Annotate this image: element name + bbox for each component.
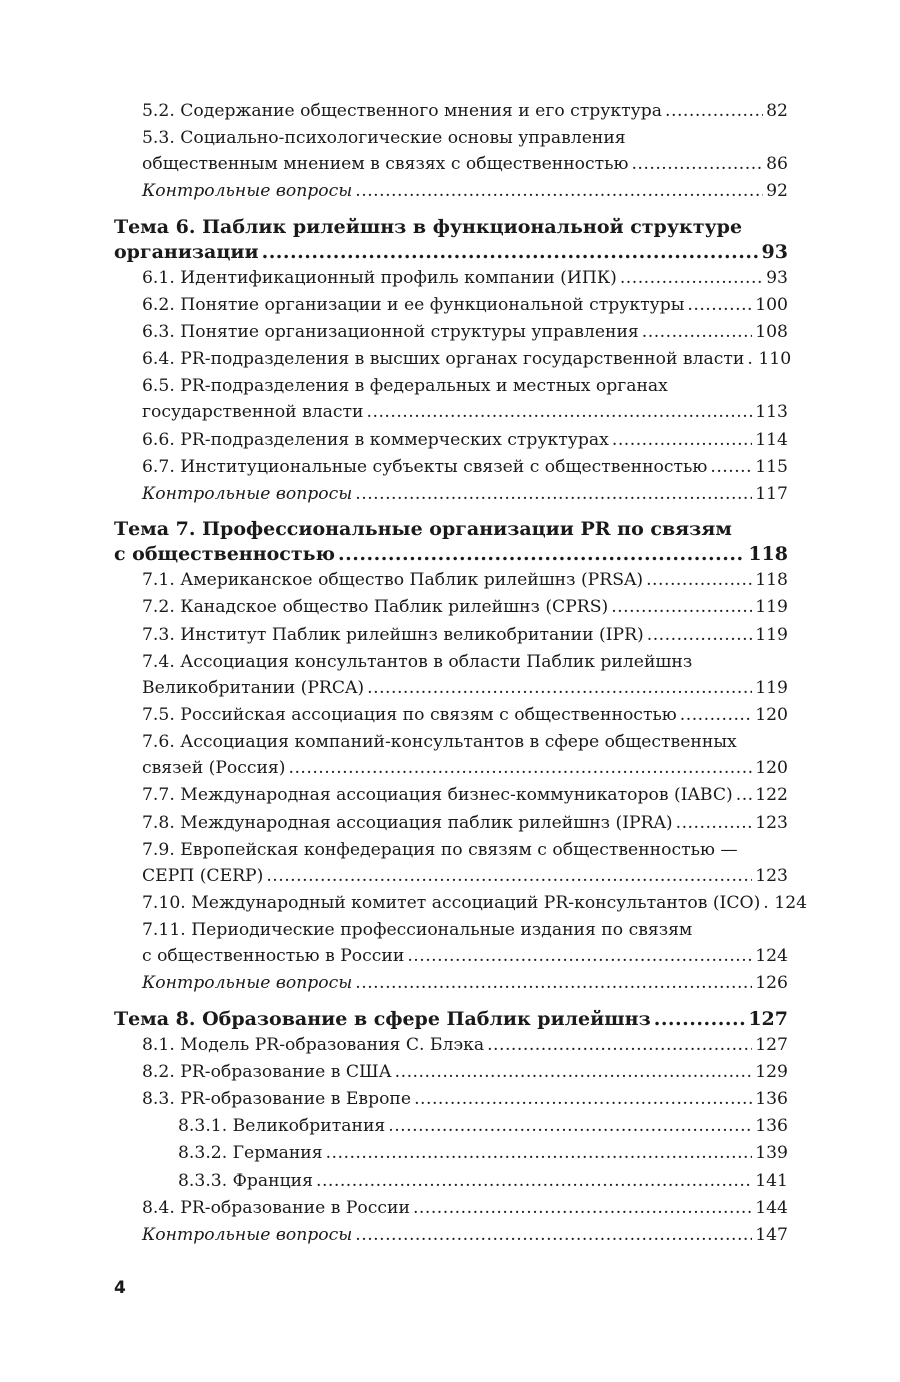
- toc-entry: [114, 292, 788, 319]
- toc-chapter-heading: [114, 215, 788, 265]
- dot-leader: [288, 755, 752, 782]
- toc-chapter-heading: [114, 1007, 788, 1032]
- toc-page-number: 141: [755, 1170, 788, 1191]
- dot-leader: [367, 399, 753, 426]
- toc-page-number: 118: [755, 570, 788, 591]
- dot-leader: [316, 1168, 752, 1195]
- toc-entry-title-line: 7.11. Периодические профессиональные издания по связям: [142, 920, 693, 941]
- dot-leader: [611, 594, 752, 621]
- dot-leader: [367, 675, 752, 702]
- toc-page-number: 129: [755, 1061, 788, 1082]
- dot-leader: [647, 622, 752, 649]
- toc-entry: [114, 782, 788, 809]
- toc-entry-title: 7.8. Международная ассоциация паблик рилейшнз (IPRA): [142, 812, 673, 833]
- toc-entry: [114, 265, 788, 292]
- toc-entry: [114, 622, 788, 649]
- toc-page-number: 93: [766, 267, 788, 288]
- dot-leader: [710, 454, 752, 481]
- table-of-contents: [114, 98, 808, 1249]
- toc-entry-title: Контрольные вопросы: [142, 1225, 353, 1246]
- toc-page-number: 119: [755, 677, 788, 698]
- toc-entry-title: 8.1. Модель PR-образования С. Блэка: [142, 1034, 485, 1055]
- toc-chapter-heading: [114, 517, 788, 567]
- toc-entry: [114, 890, 808, 917]
- toc-entry-title: 8.2. PR-образование в США: [142, 1061, 392, 1082]
- toc-entry: [114, 98, 788, 125]
- dot-leader: [487, 1032, 752, 1059]
- toc-entry-title: СЕРП (CERP): [142, 865, 264, 886]
- toc-entry-title: с общественностью: [114, 543, 336, 566]
- toc-entry-title: 7.1. Американское общество Паблик рилейшнз (PRSA): [142, 570, 644, 591]
- dot-leader: [355, 1222, 752, 1249]
- dot-leader: [680, 702, 752, 729]
- toc-entry: [114, 1140, 788, 1167]
- toc-entry-title: 7.2. Канадское общество Паблик рилейшнз (CPRS): [142, 597, 609, 618]
- toc-page-number: 123: [755, 812, 788, 833]
- toc-page-number: 120: [755, 758, 788, 779]
- toc-entry-title: 6.7. Институциональные субъекты связей с общественностью: [142, 456, 708, 477]
- toc-entry-title-line: 7.4. Ассоциация консультантов в области Паблик рилейшнз: [142, 651, 693, 672]
- toc-entry: [114, 810, 788, 837]
- toc-review-questions: [114, 481, 788, 508]
- toc-entry: [114, 1032, 788, 1059]
- toc-page-number: 113: [755, 402, 788, 423]
- toc-entry-title: 6.6. PR-подразделения в коммерческих структурах: [142, 429, 609, 450]
- dot-leader: [676, 810, 753, 837]
- dot-leader: [388, 1113, 752, 1140]
- toc-page-number: 122: [755, 785, 788, 806]
- toc-entry-title: организации: [114, 240, 259, 263]
- toc-entry-title: 7.7. Международная ассоциация бизнес-коммуникаторов (IABC): [142, 785, 733, 806]
- toc-entry-title: 6.4. PR-подразделения в высших органах государственной власти: [142, 349, 745, 370]
- toc-entry: [114, 837, 788, 890]
- toc-review-questions: [114, 178, 788, 205]
- toc-page-number: 100: [755, 294, 788, 315]
- toc-entry-title-line: Тема 6. Паблик рилейшнз в функциональной структуре: [114, 215, 743, 238]
- dot-leader: [687, 292, 752, 319]
- dot-leader: [355, 481, 752, 508]
- toc-page-number: 92: [766, 181, 788, 202]
- toc-page-number: 139: [755, 1143, 788, 1164]
- toc-page-number: 117: [755, 484, 788, 505]
- toc-entry-title: с общественностью в России: [142, 946, 405, 967]
- toc-entry: [114, 917, 788, 970]
- toc-entry-title: Контрольные вопросы: [142, 484, 353, 505]
- toc-entry: [114, 427, 788, 454]
- toc-review-questions: [114, 970, 788, 997]
- toc-entry: [114, 346, 792, 373]
- toc-page-number: 136: [755, 1116, 788, 1137]
- toc-entry-title: 6.3. Понятие организационной структуры управления: [142, 322, 639, 343]
- toc-entry: [114, 594, 788, 621]
- toc-entry-title-line: 6.5. PR-подразделения в федеральных и местных органах: [142, 376, 668, 397]
- dot-leader: [747, 346, 755, 373]
- toc-review-questions: [114, 1222, 788, 1249]
- toc-page-number: 93: [761, 240, 788, 263]
- dot-leader: [338, 542, 745, 567]
- toc-entry: [114, 125, 788, 178]
- toc-entry-title-line: 5.3. Социально-психологические основы управления: [142, 128, 626, 149]
- toc-entry: [114, 373, 788, 426]
- toc-page-number: 119: [755, 597, 788, 618]
- dot-leader: [266, 863, 752, 890]
- toc-page-number: 115: [755, 456, 788, 477]
- toc-entry-title: 8.3.1. Великобритания: [178, 1116, 386, 1137]
- toc-entry: [114, 702, 788, 729]
- toc-entry: [114, 1113, 788, 1140]
- toc-entry-title-line: Тема 7. Профессиональные организации PR по связям: [114, 518, 732, 541]
- toc-entry: [114, 1195, 788, 1222]
- toc-entry-title: 8.3. PR-образование в Европе: [142, 1089, 412, 1110]
- toc-entry-title: Великобритании (PRCA): [142, 677, 365, 698]
- toc-entry-title-line: 7.6. Ассоциация компаний-консультантов в сфере общественных: [142, 732, 737, 753]
- dot-leader: [407, 943, 752, 970]
- toc-entry: [114, 1086, 788, 1113]
- toc-entry-title: связей (Россия): [142, 758, 286, 779]
- toc-page-number: 118: [748, 543, 788, 566]
- toc-page-number: 127: [755, 1034, 788, 1055]
- toc-entry-title: Контрольные вопросы: [142, 973, 353, 994]
- toc-page-number: 86: [766, 154, 788, 175]
- dot-leader: [414, 1086, 752, 1113]
- page-number: 4: [114, 1278, 126, 1298]
- toc-page-number: 82: [766, 101, 788, 121]
- toc-entry: [114, 729, 788, 782]
- toc-page-number: 124: [755, 946, 788, 967]
- toc-page-number: 114: [755, 429, 788, 450]
- toc-entry: [114, 1168, 788, 1195]
- toc-page-number: 126: [755, 973, 788, 994]
- toc-entry-title: 8.4. PR-образование в России: [142, 1197, 410, 1218]
- dot-leader: [736, 782, 752, 809]
- toc-entry: [114, 649, 788, 702]
- toc-entry: [114, 1059, 788, 1086]
- toc-entry-title: 8.3.2. Германия: [178, 1143, 323, 1164]
- dot-leader: [612, 427, 752, 454]
- toc-entry-title: 7.10. Международный комитет ассоциаций PR-консультантов (ICO): [142, 893, 761, 914]
- toc-entry-title-line: 7.9. Европейская конфедерация по связям с общественностью —: [142, 839, 738, 860]
- toc-page-number: 119: [755, 624, 788, 645]
- dot-leader: [631, 151, 763, 178]
- toc-page-number: 110: [758, 349, 792, 370]
- toc-page-number: 124: [774, 893, 808, 914]
- toc-page-number: 144: [755, 1197, 788, 1218]
- toc-entry-title: общественным мнением в связях с общественностью: [142, 154, 629, 175]
- toc-page-number: 123: [755, 865, 788, 886]
- dot-leader: [355, 970, 752, 997]
- dot-leader: [654, 1007, 746, 1032]
- toc-entry: [114, 454, 788, 481]
- toc-entry-title: 6.1. Идентификационный профиль компании (ИПК): [142, 267, 617, 288]
- dot-leader: [395, 1059, 753, 1086]
- toc-page-number: 127: [748, 1007, 788, 1030]
- toc-page-number: 108: [755, 322, 788, 343]
- dot-leader: [620, 265, 763, 292]
- dot-leader: [642, 319, 752, 346]
- toc-entry-title: Тема 8. Образование в сфере Паблик рилейшнз: [114, 1007, 651, 1030]
- dot-leader: [413, 1195, 752, 1222]
- dot-leader: [646, 567, 752, 594]
- dot-leader: [262, 240, 759, 265]
- toc-page-number: 120: [755, 705, 788, 726]
- dot-leader: [326, 1140, 753, 1167]
- toc-entry-title: 6.2. Понятие организации и ее функциональной структуры: [142, 294, 685, 315]
- toc-entry-title: 8.3.3. Франция: [178, 1170, 313, 1191]
- toc-entry-title: 7.5. Российская ассоциация по связям с общественностью: [142, 705, 677, 726]
- dot-leader: [355, 178, 763, 205]
- toc-page-number: 147: [755, 1225, 788, 1246]
- toc-entry: [114, 319, 788, 346]
- toc-page-number: 136: [755, 1089, 788, 1110]
- toc-entry-title: Контрольные вопросы: [142, 181, 353, 202]
- toc-entry-title: 7.3. Институт Паблик рилейшнз великобритании (IPR): [142, 624, 644, 645]
- toc-entry-title: государственной власти: [142, 402, 364, 423]
- toc-entry: [114, 567, 788, 594]
- dot-leader: [763, 890, 771, 917]
- dot-leader: [665, 98, 763, 125]
- toc-entry-title: 5.2. Содержание общественного мнения и его структура: [142, 101, 663, 121]
